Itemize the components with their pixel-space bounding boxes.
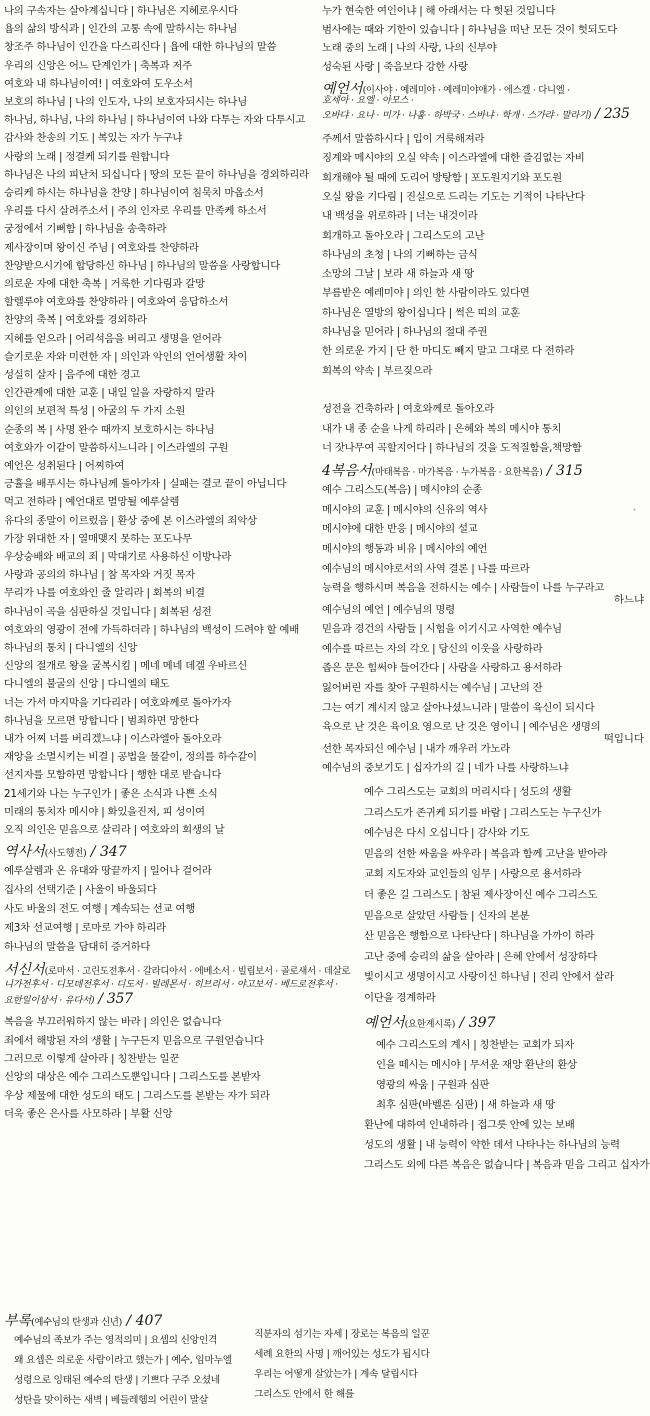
toc-entry: 욥의 삶의 방식과 | 인간의 고통 속에 말하시는 하나님 [4, 23, 238, 36]
toc-entry: 예수 그리스도는 교회의 머리시다 | 성도의 생활 [364, 785, 572, 798]
toc-entry: 의로운 자에 대한 축복 | 거룩한 기다림과 갈망 [4, 278, 205, 290]
section-revelation [364, 1014, 495, 1033]
toc-entry: 직분자의 섬기는 자세 | 장로는 복음의 일꾼 [254, 1329, 430, 1340]
toc-entry: 집사의 선택기준 | 사울이 바울되다 [4, 884, 157, 897]
toc-entry: 환난에 대하여 인내하라 | 접그릇 안에 있는 보배 [364, 1118, 575, 1131]
toc-entry: 그는 여기 계시지 않고 살아나셨느니라 | 말씀이 육신이 되시다 [322, 701, 595, 714]
section-prophets-page: / 235 [591, 106, 630, 122]
toc-entry: 여호와의 영광이 전에 가득하더라 | 하나님의 백성이 드려야 할 예배 [4, 623, 299, 636]
toc-entry: 슬기로운 자와 미련한 자 | 의인과 악인의 언어생활 차이 [4, 350, 247, 363]
toc-entry: 예수를 따르는 자의 각오 | 당신의 이웃을 사랑하라 [322, 642, 543, 655]
toc-entry: 내가 내 종 순을 나게 하리라 | 은혜와 복의 메시야 통치 [322, 422, 562, 435]
section-epistles-page: / 357 [94, 991, 133, 1008]
toc-entry: 순종의 복 | 사명 완수 때까지 보호하시는 하나님 [4, 423, 215, 436]
toc-entry: 부름받은 예레미야 | 의인 한 사람이라도 있다면 [322, 287, 530, 300]
toc-entry: 무리가 나를 여호와인 줄 알리라 | 회복의 비결 [4, 587, 205, 600]
section-gospels-books: (마태복음 · 마가복음 · 누가복음 · 요한복음) [371, 467, 543, 479]
toc-entry: 너는 가서 마지막을 기다리라 | 여호와께로 돌아가자 [4, 696, 232, 709]
toc-entry: 잃어버린 자를 찾아 구원하시는 예수님 | 고난의 잔 [322, 682, 543, 694]
toc-entry: 재앙을 소멸시키는 비결 | 공법을 물같이, 정의를 하수같이 [4, 751, 257, 764]
toc-entry: 다니엘의 불굴의 신앙 | 다니엘의 태도 [4, 678, 170, 691]
toc-entry: 범사에는 때와 기한이 있습니다 | 하나님을 떠난 모든 것이 헛되도다 [322, 23, 617, 36]
toc-entry: 성도의 생활 | 내 능력이 약한 데서 나타나는 하나님의 능력 [364, 1138, 620, 1151]
toc-entry: 보호의 하나님 | 나의 인도자, 나의 보호자되시는 하나님 [4, 96, 247, 108]
toc-entry: 그리스도가 존귀케 되기를 바람 | 그리스도는 누구신가 [364, 806, 601, 819]
toc-entry: 하나님의 말씀을 담대히 증거하다 [4, 941, 151, 954]
toc-entry: 세례 요한의 사명 | 깨어있는 성도가 됩시다 [254, 1349, 430, 1360]
toc-entry: 하나님을 모르면 망합니다 | 범죄하면 망한다 [4, 714, 199, 727]
toc-entry: 더 좋은 길 그리스도 | 참된 제사장이신 예수 그리스도 [364, 888, 598, 901]
section-prophets-books-2: 호세아 · 요엘 · 아모스 · [322, 95, 414, 106]
toc-entry: 성령으로 잉태된 예수의 탄생 | 기쁘다 구주 오셨네 [14, 1375, 220, 1386]
toc-entry: 영광의 싸움 | 구원과 심판 [376, 1078, 490, 1091]
toc-entry: 하나님은 열방의 왕이십니다 | 썩은 띠의 교훈 [322, 306, 520, 319]
section-appendix-page: / 407 [121, 1313, 163, 1329]
toc-entry: 메시야의 교훈 | 메시야의 신유의 역사 [322, 503, 488, 516]
toc-entry: 인을 떼시는 메시야 | 무서운 재앙 환난의 환상 [376, 1058, 577, 1071]
toc-entry: 예수 그리스도의 계시 | 칭찬받는 교회가 되자 [376, 1038, 574, 1051]
toc-entry: 이단을 경계하라 [364, 991, 436, 1004]
toc-entry: 여호와 내 하나님이여! | 여호와여 도우소서 [4, 77, 193, 90]
section-epistles-books: (로마서 · 고린도전후서 · 갈라디아서 · 에베소서 · 빌립보서 · 골로새서 · 데살로 [44, 966, 351, 978]
toc-entry-continued: 하느냐 [613, 594, 644, 607]
toc-entry: 찬양받으시기에 합당하신 하나님 | 하나님의 말씀을 사랑합니다 [4, 259, 281, 272]
toc-entry: 나의 구속자는 살아계십니다 | 하나님은 지혜로우시다 [4, 5, 238, 17]
toc-entry: 하나님을 믿어라 | 하나님의 절대 주권 [322, 326, 488, 338]
toc-entry: 교회 지도자와 교인들의 임무 | 사랑으로 용서하라 [364, 868, 582, 881]
toc-entry: 우상 제물에 대한 성도의 태도 | 그리스도를 본받는 자가 되라 [4, 1089, 270, 1102]
section-appendix [4, 1312, 162, 1331]
toc-entry: 성전을 건축하라 | 여호와께로 돌아오라 [322, 403, 495, 416]
toc-entry: 할렐루야 여호와를 찬양하라 | 여호와여 응답하소서 [4, 296, 229, 309]
toc-entry: 징계와 메시야의 오실 약속 | 이스라엘에 대한 즐김없는 자비 [322, 152, 585, 165]
toc-entry: 산 믿음은 행함으로 나타난다 | 하나님을 가까이 하라 [364, 930, 595, 943]
toc-entry: 성숙된 사랑 | 죽음보다 강한 사랑 [322, 60, 468, 73]
toc-entry: 신앙의 대상은 예수 그리스도뿐입니다 | 그리스도를 본받자 [4, 1071, 261, 1084]
toc-entry: 복음을 부끄러워하지 않는 바라 | 의인은 없습니다 [4, 1016, 222, 1029]
toc-entry: 하나님의 통치 | 다니엘의 신앙 [4, 642, 137, 654]
toc-entry: 좁은 문은 힘써야 들어간다 | 사람을 사랑하고 용서하라 [322, 662, 562, 675]
toc-entry: 여호와가 이같이 말씀하시느니라 | 이스라엘의 구원 [4, 441, 229, 454]
section-epistles [4, 961, 350, 980]
toc-entry: 믿음과 경건의 사람들 | 시험을 이기시고 사역한 예수님 [322, 623, 562, 636]
section-acts-page: / 347 [86, 844, 127, 861]
section-prophets-title: 예언서 [322, 81, 363, 97]
toc-entry: 예수님은 다시 오십니다 | 감사와 기도 [364, 827, 530, 840]
toc-entry: 회복의 약속 | 부르짖으라 [322, 364, 433, 377]
toc-entry: 능력을 행하시며 복음을 전하시는 예수 | 사람들이 나를 누구라고 [322, 582, 605, 595]
toc-entry: 긍휼을 배푸시는 하나님께 돌아가자 | 실패는 결코 끝이 아닙니다 [4, 478, 287, 491]
toc-entry: 우리의 신앙은 어느 단계인가 | 축복과 저주 [4, 59, 192, 72]
toc-entry: 왜 요셉은 의로운 사람이라고 했는가 | 예수, 임마누엘 [14, 1355, 232, 1366]
toc-entry: 하나님의 초청 | 나의 기뻐하는 금식 [322, 248, 478, 261]
toc-entry: 메시야에 대한 반응 | 메시야의 설교 [322, 523, 478, 536]
toc-entry: 그리스도 안에서 한 해를 [254, 1389, 355, 1400]
toc-entry: 예언은 성취된다 | 어찌하여 [4, 460, 125, 472]
section-gospels-page: / 315 [542, 463, 583, 480]
toc-entry: 유다의 종말이 이르렀음 | 환상 중에 본 이스라엘의 죄악상 [4, 514, 257, 527]
toc-entry: 믿음의 선한 싸움을 싸우라 | 복음과 함께 고난을 받아라 [364, 847, 607, 860]
toc-entry: 죄에서 해방된 자의 생활 | 누구든지 믿음으로 구원얻습니다 [4, 1034, 264, 1047]
toc-entry: 제3차 선교여행 | 로마로 가야 하리라 [4, 922, 166, 935]
toc-entry: 우리는 어떻게 살았는가 | 계속 달립시다 [254, 1369, 418, 1380]
section-gospels [322, 462, 583, 481]
toc-entry: 신앙의 절개로 왕을 굴복시킴 | 메네 메네 데겔 우바르신 [4, 660, 247, 673]
toc-entry: 선한 목자되신 예수님 | 내가 깨우러 가노라 [322, 742, 510, 755]
toc-entry: 지혜를 얻으라 | 어리석음을 버리고 생명을 얻어라 [4, 332, 222, 345]
toc-entry: 창조주 하나님이 인간을 다스리신다 | 욥에 대한 하나님의 말씀 [4, 41, 277, 54]
toc-entry: 한 의로운 가지 | 단 한 마디도 빼지 말고 그대로 다 전하라 [322, 345, 575, 358]
page-mark: · [632, 500, 638, 519]
toc-entry: 노래 중의 노래 | 나의 사랑, 나의 신부야 [322, 42, 497, 54]
toc-entry: 내가 어찌 너를 버리겠느냐 | 이스라엘아 돌아오라 [4, 733, 222, 745]
toc-entry: 미래의 통치자 메시야 | 화있을진저, 피 성이여 [4, 805, 205, 818]
toc-entry: 소망의 그날 | 보라 새 하늘과 새 땅 [322, 268, 474, 281]
toc-entry: 제사장이며 왕이신 주님 | 여호와를 찬양하라 [4, 241, 199, 254]
toc-entry: 믿음으로 살았던 사람들 | 신자의 본분 [364, 909, 530, 922]
section-prophets-books-3: 오바댜 · 요나 · 미가 · 나훔 · 하박국 · 스바냐 · 학개 · 스가랴 · 말라기) / 235 [322, 106, 630, 122]
section-epistles-books-2: 니가전후서 · 디모데전후서 · 디도서 · 빌레몬서 · 히브리서 · 야고보서 · 베드로전후서 · [4, 979, 338, 991]
toc-entry: 궁정에서 기뻐함 | 하나님을 송축하라 [4, 223, 167, 236]
toc-entry: 그리스도 외에 다른 복음은 없습니다 | 복음과 믿음 그리고 십자가 [364, 1158, 650, 1171]
toc-entry: 하나님이 곡을 심판하실 것입니다 | 회복된 성전 [4, 605, 212, 618]
toc-entry: 메시야의 행동과 비유 | 메시야의 예언 [322, 542, 488, 555]
toc-entry: 고난 중에 승리의 삶을 살아라 | 은혜 안에서 성장하다 [364, 950, 598, 963]
toc-entry: 먹고 전하라 | 예언대로 멸망될 예루살렘 [4, 496, 180, 509]
toc-entry: 회개하고 돌아오라 | 그리스도의 고난 [322, 229, 485, 242]
toc-entry: 감사와 찬송의 기도 | 복있는 자가 누구냐 [4, 132, 183, 145]
toc-entry: 우상숭배와 배교의 죄 | 막대기로 사용하신 이방나라 [4, 551, 232, 563]
toc-entry: 육으로 난 것은 육이요 영으로 난 것은 영이니 | 예수님은 생명의 [322, 721, 601, 734]
toc-entry: 예수 그리스도(복음) | 메시야의 순종 [322, 484, 483, 497]
section-appendix-books: (예수님의 탄생과 신년) [31, 1317, 122, 1328]
section-appendix-title: 부록 [4, 1313, 32, 1329]
toc-entry: 사랑의 노래 | 정결케 되기를 원합니다 [4, 150, 170, 163]
toc-entry: 우리를 다시 살려주소서 | 주의 인자로 우리를 만족케 하소서 [4, 205, 267, 218]
toc-entry: 오직 의인은 믿음으로 살리라 | 여호와의 회생의 날 [4, 824, 225, 836]
toc-entry: 예수님의 예언 | 예수님의 명령 [322, 603, 455, 616]
toc-entry: 의인의 보편적 특성 | 아굴의 두 가지 소원 [4, 405, 186, 418]
toc-entry: 하나님, 하나님, 나의 하나님 | 하나님이여 나와 다투는 자와 다투시고 [4, 114, 306, 127]
toc-entry: 오실 왕을 기다림 | 진실으로 드리는 기도는 기적이 나타난다 [322, 190, 585, 203]
toc-entry: 하나님은 나의 피난처 되십니다 | 땅의 모든 끝이 하나님을 경외하리라 [4, 168, 309, 181]
toc-entry: 최후 심판(바벨론 심판) | 새 하늘과 새 땅 [376, 1098, 556, 1111]
section-revelation-books: (요한계시록) [404, 1018, 456, 1030]
section-gospels-title: 4복음서 [322, 463, 372, 480]
toc-entry: 인간관계에 대한 교훈 | 내일 일을 자랑하지 말라 [4, 387, 215, 400]
section-revelation-page: / 397 [455, 1014, 496, 1031]
toc-entry: 회개해야 될 때에 도리어 방탕함 | 포도원지기와 포도원 [322, 171, 562, 184]
section-revelation-title: 예언서 [364, 1014, 405, 1031]
toc-entry: 찬양의 축복 | 여호와를 경외하라 [4, 314, 147, 327]
section-prophets-books: (이사야 · 예레미야 · 예레미야애가 · 에스겔 · 다니엘 · [362, 85, 570, 96]
toc-entry-continued: 떡입니다 [603, 733, 644, 746]
section-epistles-books-3: 요한일이삼서 · 유다서) / 357 [4, 991, 133, 1008]
toc-entry: 빛이시고 생명이시고 사랑이신 하나님 | 진리 안에서 살라 [364, 971, 614, 984]
toc-entry: 21세기와 나는 누구인가 | 좋은 소식과 나쁜 소식 [4, 787, 218, 800]
toc-entry: 성실히 살자 | 음주에 대한 경고 [4, 369, 140, 381]
section-epistles-title: 서신서 [4, 962, 45, 979]
toc-entry: 주께서 말씀하시다 | 입이 거룩해져라 [322, 133, 485, 145]
toc-entry: 더욱 좋은 은사를 사모하라 | 부활 신앙 [4, 1108, 173, 1121]
toc-entry: 가장 위대한 자 | 열매맺지 못하는 포도나무 [4, 532, 192, 545]
toc-entry: 성탄을 맞이하는 새벽 | 베들레헴의 어린이 말살 [14, 1395, 208, 1406]
toc-entry: 선지자를 모함하면 망합니다 | 행한 대로 받습니다 [4, 769, 222, 782]
section-acts [4, 843, 127, 862]
section-acts-title: 역사서 [4, 844, 45, 861]
toc-entry: 예수님의 메시야로서의 사역 결론 | 나를 따르라 [322, 562, 530, 575]
toc-entry: 사도 바울의 전도 여행 | 계속되는 선교 여행 [4, 903, 196, 916]
toc-entry: 그러므로 이렇게 살아라 | 칭찬받는 일꾼 [4, 1053, 180, 1065]
toc-entry: 예루살렘과 온 유대와 땅끝까지 | 일어나 걸어라 [4, 865, 212, 878]
toc-entry: 너 잣나무여 곡할지어다 | 하나님의 것을 도적질함을,책망함 [322, 441, 582, 454]
toc-entry: 예수님의 중보기도 | 십자가의 길 | 네가 나를 사랑하느냐 [322, 762, 569, 775]
toc-entry: 내 백성을 위로하라 | 너는 내것이라 [322, 210, 478, 223]
toc-entry: 누가 현숙한 여인이냐 | 해 아래서는 다 헛된 것입니다 [322, 5, 556, 17]
toc-entry: 예수님의 족보가 주는 영적의미 | 요셉의 신앙인격 [14, 1335, 218, 1346]
toc-entry: 승리케 하시는 하나님을 찬양 | 하나님이여 침묵치 마옵소서 [4, 187, 264, 199]
toc-entry: 사랑과 공의의 하나님 | 참 목자와 거짓 목자 [4, 569, 196, 582]
section-acts-books: (사도행전) [44, 848, 87, 860]
